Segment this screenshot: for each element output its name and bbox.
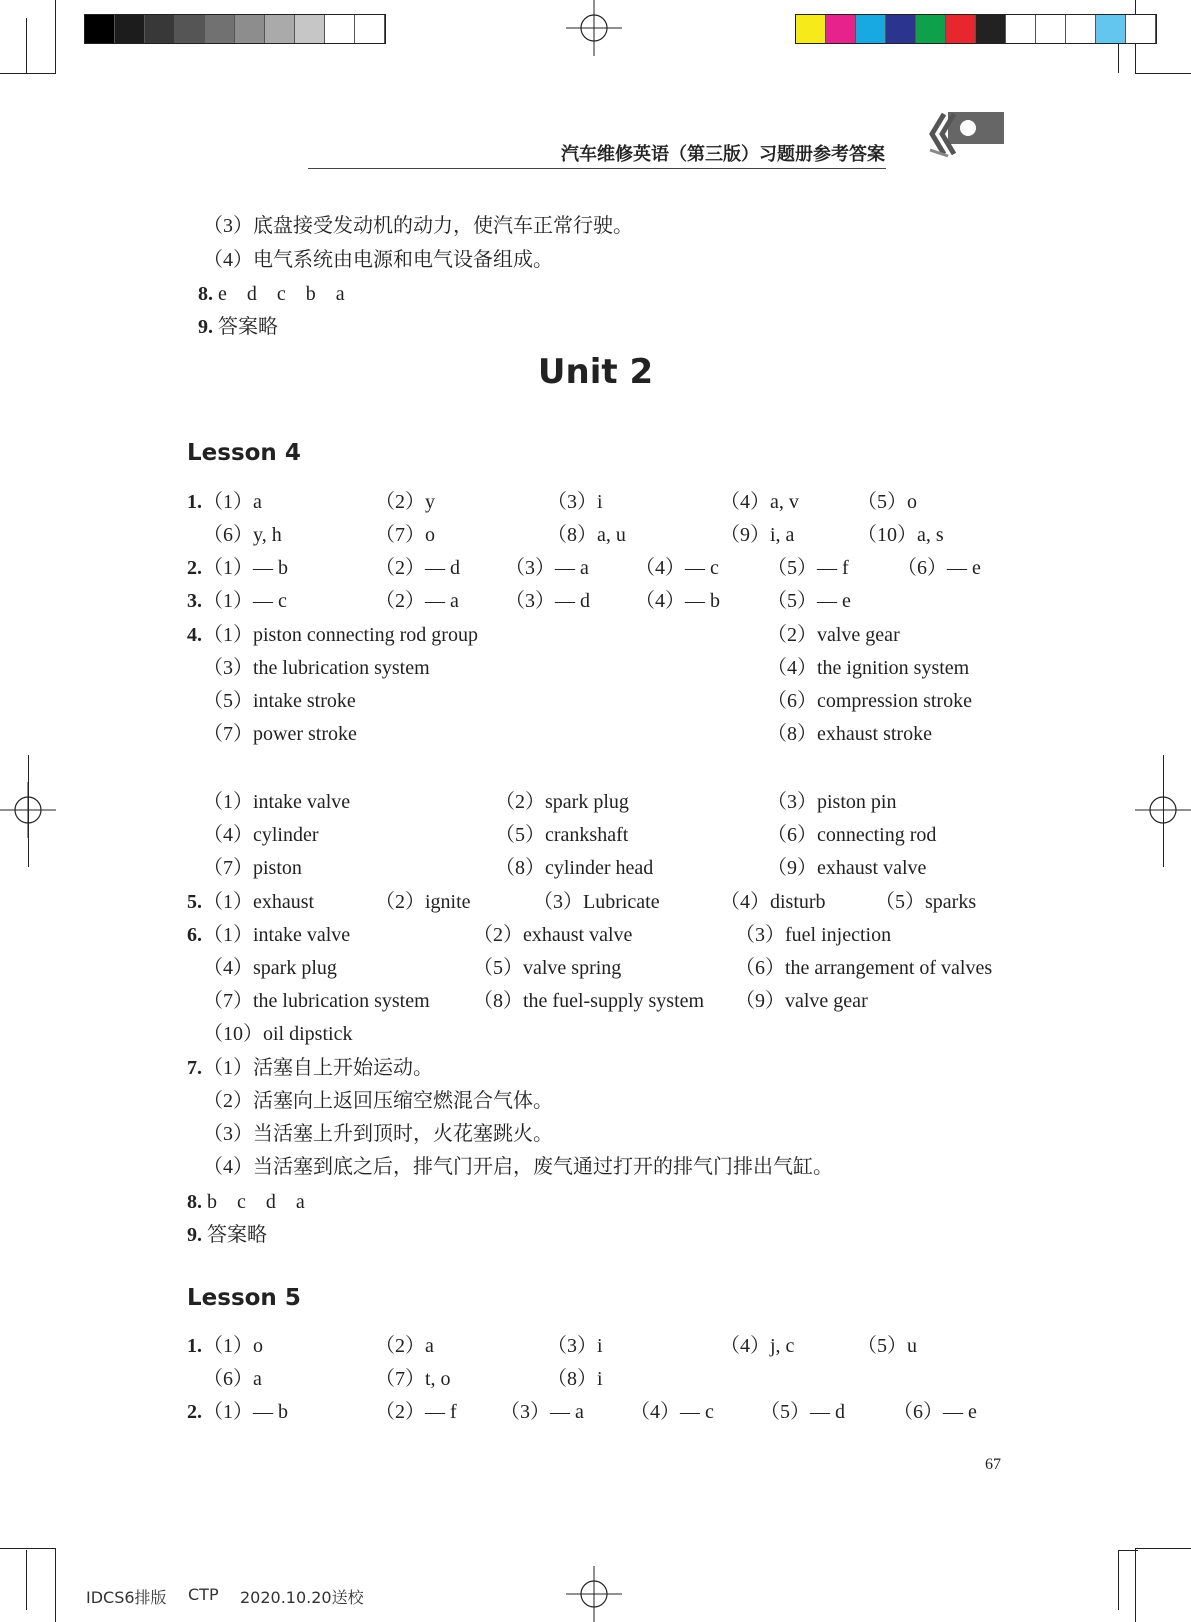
answer-line: （1）活塞自上开始运动。: [203, 1057, 433, 1079]
color-swatch: [976, 15, 1006, 43]
answer-item: （7）the lubrication system: [203, 990, 430, 1012]
footer-date-note: 2020.10.20送校: [240, 1588, 364, 1607]
answer-item: （8）a, u: [547, 524, 626, 546]
question-number: 9.: [198, 316, 213, 338]
registration-mark-top: [566, 0, 622, 56]
question-number: 5.: [187, 891, 202, 913]
question-number: 6.: [187, 924, 202, 946]
answer-item: （8）i: [547, 1368, 603, 1390]
question-number: 1.: [187, 1335, 202, 1357]
answer-text: 答案略: [207, 1224, 267, 1246]
color-swatch: [1066, 15, 1096, 43]
answer-item: （7）piston: [203, 857, 302, 879]
answer-item: （4）the ignition system: [767, 657, 970, 679]
answer-item: （5）intake stroke: [203, 690, 356, 712]
gray-swatch: [235, 15, 265, 43]
answer-item: （5）— e: [767, 590, 851, 612]
color-swatch: [916, 15, 946, 43]
answer-item: （3）Lubricate: [533, 891, 660, 913]
answer-item: （7）power stroke: [203, 723, 357, 745]
gray-swatch: [145, 15, 175, 43]
answer-line: （3）当活塞上升到顶时，火花塞跳火。: [203, 1123, 553, 1145]
answer-item: （5）u: [857, 1335, 917, 1357]
color-swatch: [856, 15, 886, 43]
lesson-5-title: Lesson 5: [187, 1285, 301, 1311]
chapter-logo-icon: [922, 110, 1004, 158]
answer-item: （3）— a: [505, 557, 589, 579]
answer-item: （6）a: [203, 1368, 262, 1390]
gray-swatch: [175, 15, 205, 43]
answer-line: （2）活塞向上返回压缩空燃混合气体。: [203, 1090, 553, 1112]
gray-swatch: [265, 15, 295, 43]
answer-item: （1）intake valve: [203, 924, 351, 946]
answer-item: （1）o: [203, 1335, 263, 1357]
answer-item: （2）— a: [375, 590, 459, 612]
answer-item: （1）intake valve: [203, 791, 351, 813]
answer-item: （3）fuel injection: [735, 924, 892, 946]
answer-item: （5）— f: [767, 557, 849, 579]
question-number: 8.: [198, 283, 213, 305]
answer-item: （6）compression stroke: [767, 690, 972, 712]
answer-text: 答案略: [218, 316, 278, 338]
page-number: 67: [985, 1456, 1001, 1473]
answer-item: （5）valve spring: [473, 957, 622, 979]
gray-swatch: [355, 15, 385, 43]
answer-item: （8）exhaust stroke: [767, 723, 932, 745]
answer-item: （4）— c: [630, 1401, 714, 1423]
answer-text: b c d a: [207, 1191, 305, 1213]
answer-item: （2）exhaust valve: [473, 924, 633, 946]
gray-swatch: [115, 15, 145, 43]
answer-item: （1）— b: [203, 557, 288, 579]
answer-item: （6）connecting rod: [767, 824, 937, 846]
answer-item: （4）cylinder: [203, 824, 319, 846]
answer-item: （6）— e: [897, 557, 981, 579]
answer-item: （8）cylinder head: [495, 857, 654, 879]
question-number: 8.: [187, 1191, 202, 1213]
answer-item: （9）valve gear: [735, 990, 868, 1012]
color-swatch: [1126, 15, 1156, 43]
answer-item: （9）exhaust valve: [767, 857, 927, 879]
answer-item: （1）— b: [203, 1401, 288, 1423]
question-8: [187, 1190, 305, 1214]
question-9: [187, 1223, 267, 1247]
gray-swatch: [325, 15, 355, 43]
unit-title: Unit 2: [537, 352, 654, 392]
answer-item: （4）spark plug: [203, 957, 337, 979]
answer-item: （10）oil dipstick: [203, 1023, 353, 1045]
question-number: 4.: [187, 624, 202, 646]
answer-item: （5）sparks: [875, 891, 977, 913]
answer-item: （4）— b: [635, 590, 720, 612]
question-number: 2.: [187, 1401, 202, 1423]
answer-item: （6）y, h: [203, 524, 282, 546]
registration-mark-bottom: [566, 1566, 622, 1622]
answer-item: （5）— d: [760, 1401, 845, 1423]
answer-line: （4）当活塞到底之后，排气门开启，废气通过打开的排气门排出气缸。: [203, 1156, 833, 1178]
answer-line: （4）电气系统由电源和电气设备组成。: [203, 249, 553, 271]
answer-item: （2）a: [375, 1335, 434, 1357]
question-number: 1.: [187, 491, 202, 513]
footer-ctp-note: CTP: [188, 1585, 219, 1604]
answer-item: （1）piston connecting rod group: [203, 624, 478, 646]
answer-item: （7）o: [375, 524, 435, 546]
answer-item: （2）— f: [375, 1401, 457, 1423]
answer-item: （1）— c: [203, 590, 287, 612]
answer-item: （5）o: [857, 491, 917, 513]
question-8: [198, 282, 345, 306]
question-number: 7.: [187, 1057, 202, 1079]
color-swatch: [826, 15, 856, 43]
answer-item: （1）a: [203, 491, 262, 513]
answer-item: （2）valve gear: [767, 624, 900, 646]
answer-item: （4）j, c: [720, 1335, 795, 1357]
color-swatch: [1006, 15, 1036, 43]
answer-item: （1）exhaust: [203, 891, 315, 913]
answer-item: （3）— d: [505, 590, 590, 612]
question-number: 9.: [187, 1224, 202, 1246]
answer-item: （4）— c: [635, 557, 719, 579]
question-9: [198, 315, 278, 339]
process-color-bar: [795, 14, 1157, 44]
answer-text: e d c b a: [218, 283, 345, 305]
question-number: 2.: [187, 557, 202, 579]
answer-item: （3）i: [547, 491, 603, 513]
header-rule: [308, 168, 886, 169]
gray-color-bar: [84, 14, 386, 44]
color-swatch: [796, 15, 826, 43]
running-header-title: 汽车维修英语（第三版）习题册参考答案: [561, 144, 885, 165]
answer-item: （6）— e: [893, 1401, 977, 1423]
gray-swatch: [85, 15, 115, 43]
answer-item: （5）crankshaft: [495, 824, 629, 846]
answer-item: （3）the lubrication system: [203, 657, 430, 679]
answer-item: （3）— a: [500, 1401, 584, 1423]
color-swatch: [1096, 15, 1126, 43]
answer-item: （3）i: [547, 1335, 603, 1357]
answer-item: （2）spark plug: [495, 791, 629, 813]
answer-line: （3）底盘接受发动机的动力，使汽车正常行驶。: [203, 215, 633, 237]
question-number: 3.: [187, 590, 202, 612]
color-swatch: [886, 15, 916, 43]
answer-item: （4）a, v: [720, 491, 799, 513]
answer-item: （2）— d: [375, 557, 460, 579]
footer-layout-note: IDCS6排版: [86, 1588, 167, 1607]
answer-item: （6）the arrangement of valves: [735, 957, 993, 979]
answer-item: （2）y: [375, 491, 435, 513]
answer-item: （7）t, o: [375, 1368, 451, 1390]
answer-item: （2）ignite: [375, 891, 471, 913]
color-swatch: [1036, 15, 1066, 43]
lesson-4-title: Lesson 4: [187, 440, 301, 466]
answer-item: （8）the fuel-supply system: [473, 990, 705, 1012]
gray-swatch: [205, 15, 235, 43]
answer-item: （9）i, a: [720, 524, 795, 546]
answer-item: （3）piston pin: [767, 791, 897, 813]
gray-swatch: [295, 15, 325, 43]
answer-item: （10）a, s: [857, 524, 944, 546]
color-swatch: [946, 15, 976, 43]
answer-item: （4）disturb: [720, 891, 826, 913]
